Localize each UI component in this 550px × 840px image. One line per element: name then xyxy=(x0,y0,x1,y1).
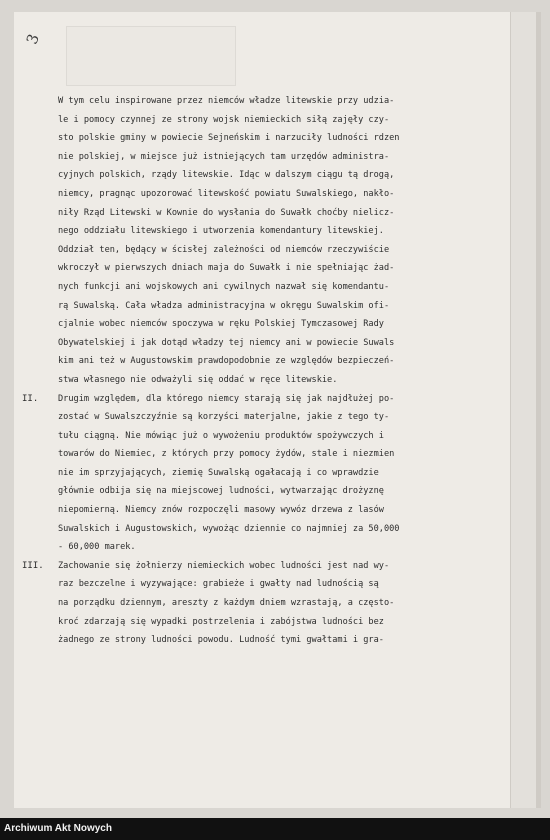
text-line: głównie odbija się na miejscowej ludności, wytwarzając drożyznę xyxy=(58,486,384,497)
page-number-mark: 3 xyxy=(22,31,43,47)
text-line: Suwalskich i Augustowskich, wywożąc dziennie co najmniej za 50,000 xyxy=(58,523,400,534)
text-line: Drugim względem, dla którego niemcy starają się jak najdłużej po- xyxy=(58,393,395,404)
text-line: cjalnie wobec niemców spoczywa w ręku Polskiej Tymczasowej Rady xyxy=(58,319,384,330)
faded-stamp-area xyxy=(66,26,236,86)
text-line: rą Suwalską. Cała władza administracyjna w okręgu Suwalskim ofi- xyxy=(58,300,390,311)
text-line: na porządku dziennym, areszty z każdym dniem wzrastają, a często- xyxy=(58,598,395,609)
text-line: towarów do Niemiec, z których przy pomocy żydów, stale i niezmien xyxy=(58,449,395,460)
text-line: - 60,000 marek. xyxy=(58,542,136,553)
section-3-number: III. xyxy=(22,560,44,571)
section-3 xyxy=(22,557,488,650)
section-2 xyxy=(22,390,488,557)
text-line: nego oddziału litewskiego i utworzenia komendantury litewskiej. xyxy=(58,226,384,237)
text-line: raz bezczelne i wyzywające: grabieże i gwałty nad ludnością są xyxy=(58,579,379,590)
text-line: nie polskiej, w miejsce już istniejących tam urzędów administra- xyxy=(58,151,390,162)
text-line: niły Rząd Litewski w Kownie do wysłania do Suwałk choćby nielicz- xyxy=(58,207,395,218)
text-line: kroć zdarzają się wypadki postrzelenia i zabójstwa ludności bez xyxy=(58,616,384,627)
section-2-text xyxy=(58,390,488,557)
text-line: nie im sprzyjających, ziemię Suwalską ogałacają i co wprawdzie xyxy=(58,467,379,478)
binding-strip xyxy=(536,12,541,808)
text-line: sto polskie gminy w powiecie Sejneńskim i narzuciły ludności rdzen xyxy=(58,133,400,144)
intro-paragraph xyxy=(58,92,488,390)
page-edge xyxy=(510,12,537,808)
text-line: cyjnych polskich, rządy litewskie. Idąc w dalszym ciągu tą drogą, xyxy=(58,170,395,181)
section-3-text xyxy=(58,557,488,650)
text-line: tułu ciągną. Nie mówiąc już o wywożeniu produktów spożywczych i xyxy=(58,430,384,441)
document-body xyxy=(22,92,488,650)
text-line: żadnego ze strony ludności powodu. Ludność tymi gwałtami i gra- xyxy=(58,635,384,646)
section-2-number: II. xyxy=(22,393,39,404)
text-line: Obywatelskiej i jak dotąd władzy tej niemcy ani w powiecie Suwals xyxy=(58,337,395,348)
archive-name: Archiwum Akt Nowych xyxy=(4,823,112,834)
text-line: wkroczył w pierwszych dniach maja do Suwałk i nie spełniając żad- xyxy=(58,263,395,274)
text-line: Zachowanie się żołnierzy niemieckich wobec ludności jest nad wy- xyxy=(58,560,390,571)
text-line: kim ani też w Augustowskim prawdopodobnie ze względów bezpieczeń- xyxy=(58,356,395,367)
text-line: W tym celu inspirowane przez niemców władze litewskie przy udzia- xyxy=(58,96,395,106)
text-line: stwa własnego nie odważyli się oddać w ręce litewskie. xyxy=(58,374,338,385)
text-line: Oddział ten, będący w ścisłej zależności od niemców rzeczywiście xyxy=(58,244,390,255)
text-line: le i pomocy czynnej ze strony wojsk niemieckich siłą zajęły czy- xyxy=(58,114,390,125)
text-line: nych funkcji ani wojskowych ani cywilnych nazwał się komendantu- xyxy=(58,281,390,292)
text-line: niemcy, pragnąc upozorować litewskość powiatu Suwalskiego, nakło- xyxy=(58,188,395,199)
text-line: niepomierną. Niemcy znów rozpoczęli masowy wywóz drzewa z lasów xyxy=(58,505,384,516)
text-line: zostać w Suwalszczyźnie są korzyści materjalne, jakie z tego ty- xyxy=(58,412,390,423)
